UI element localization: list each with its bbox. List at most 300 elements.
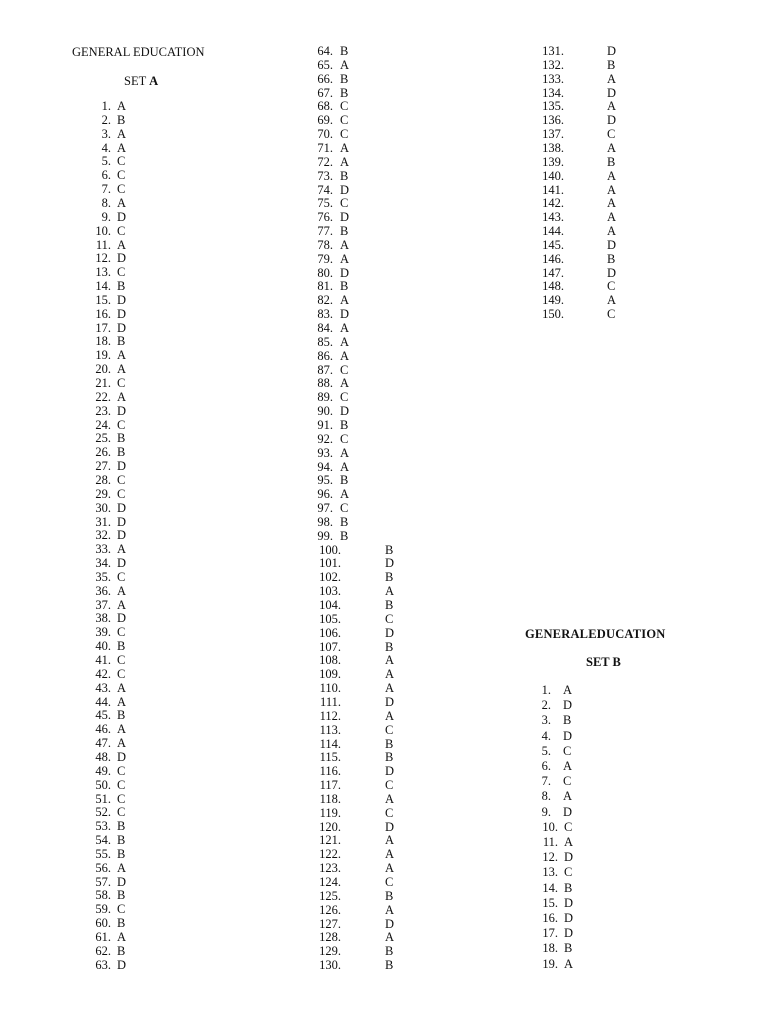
answer-letter: B [563,713,572,728]
set_a-answer-row [0,654,768,668]
answer-letter: A [340,487,350,502]
answer-letter: B [117,943,126,958]
question-number: 7. [541,774,551,789]
set_a-answer-row [0,544,768,558]
question-number: 83. [317,307,333,322]
answer-letter: C [563,774,572,789]
answer-letter: D [117,528,127,543]
question-number: 1. [541,683,551,697]
question-number: 79. [317,251,333,266]
set_a-answer-row [0,280,768,294]
answer-letter: B [564,941,573,956]
question-number: 12. [542,850,558,865]
answer-letter: B [340,514,349,529]
answer-letter: D [385,916,395,931]
answer-letter: C [117,666,126,681]
answer-letter: D [563,804,573,819]
question-number: 84. [317,321,333,335]
question-number: 81. [317,279,333,294]
answer-letter: A [385,708,395,723]
answer-letter: D [564,895,574,910]
answer-letter: A [117,140,127,155]
question-number: 109. [319,667,341,682]
question-number: 85. [317,334,333,349]
question-number: 149. [542,293,564,308]
answer-letter: A [564,835,574,849]
answer-letter: D [117,320,127,335]
question-number: 17. [542,926,558,941]
set_a-answer-row [0,447,768,461]
answer-letter: C [117,154,126,169]
answer-letter: A [117,126,127,141]
question-number: 29. [95,486,111,501]
question-number: 59. [95,902,111,917]
answer-letter: A [385,653,395,668]
question-number: 16. [542,911,558,925]
set_b-answer-row [0,866,768,880]
answer-letter: D [117,251,127,266]
question-number: 146. [542,251,564,266]
set_a-answer-row [0,128,768,142]
question-number: 30. [95,500,111,515]
answer-letter: D [607,237,617,252]
question-number: 129. [319,944,341,959]
set_a-answer-row [0,364,768,378]
answer-letter: D [564,926,574,941]
answer-letter: C [385,805,394,820]
answer-letter: B [385,750,394,765]
answer-letter: A [564,956,574,971]
answer-letter: B [340,44,349,58]
answer-letter: D [385,764,395,779]
question-number: 93. [317,445,333,460]
question-number: 119. [319,805,341,820]
question-number: 130. [319,958,341,973]
answer-letter: B [385,598,394,612]
question-number: 2. [541,698,551,713]
answer-letter: B [607,251,616,266]
answer-letter: C [340,390,349,405]
set_a-answer-row [0,613,768,627]
set_b-answer-row [0,821,768,835]
answer-letter: C [385,611,394,626]
question-number: 19. [542,956,558,971]
answer-letter: B [340,85,349,100]
question-number: 36. [95,583,111,598]
question-number: 12. [95,251,111,266]
set_a-answer-row [0,641,768,655]
question-number: 111. [320,694,341,709]
question-number: 48. [95,749,111,764]
answer-letter: B [340,279,349,294]
answer-letter: A [340,321,350,335]
answer-letter: C [117,182,126,197]
question-number: 106. [319,625,341,640]
question-number: 25. [95,431,111,446]
question-number: 148. [542,279,564,294]
question-number: 116. [319,764,341,779]
answer-letter: A [607,71,617,86]
answer-letter: D [564,911,574,925]
question-number: 55. [95,846,111,861]
answer-letter: B [117,846,126,861]
question-number: 74. [317,182,333,197]
answer-letter: A [340,154,350,169]
answer-letter: D [385,819,395,834]
answer-letter: C [340,501,349,516]
answer-letter: C [117,486,126,501]
answer-letter: C [117,223,126,238]
answer-letter: A [117,736,127,751]
question-number: 11. [95,237,111,252]
question-number: 137. [542,127,564,142]
set_a-answer-row [0,87,768,101]
answer-letter: A [340,251,350,266]
question-number: 58. [95,888,111,903]
answer-letter: B [340,417,349,432]
answer-letter: A [340,348,350,363]
answer-letter: B [117,445,126,460]
answer-letter: C [385,722,394,737]
answer-letter: A [117,583,127,598]
question-number: 24. [95,417,111,432]
answer-letter: B [117,708,126,723]
question-number: 65. [317,57,333,72]
answer-letter: D [385,625,395,640]
set_a-answer-row [0,294,768,308]
set_a-answer-row [0,350,768,364]
question-number: 124. [319,875,341,889]
set_b-answer-row [0,912,768,926]
question-number: 112. [319,708,341,723]
question-number: 46. [95,722,111,737]
question-number: 60. [95,916,111,931]
question-number: 27. [95,459,111,474]
answer-letter: D [340,210,350,225]
question-number: 76. [317,210,333,225]
question-number: 96. [317,487,333,502]
set_a-answer-row [0,211,768,225]
set_a-answer-row [0,184,768,198]
answer-letter: D [117,749,127,764]
answer-letter: C [117,168,126,183]
set_a-answer-row [0,405,768,419]
question-number: 17. [95,320,111,335]
question-number: 28. [95,472,111,487]
set_b-answer-row [0,897,768,911]
question-number: 42. [95,666,111,681]
question-number: 71. [317,140,333,155]
answer-letter: B [117,334,126,349]
answer-letter: A [563,759,573,773]
question-number: 122. [319,847,341,862]
question-number: 56. [95,860,111,875]
question-number: 69. [317,113,333,128]
answer-letter: D [117,556,127,571]
set_b-answer-row [0,730,768,744]
answer-letter: B [340,473,349,488]
question-number: 22. [95,389,111,404]
question-number: 135. [542,99,564,114]
question-number: 107. [319,639,341,654]
answer-letter: B [385,542,394,557]
question-number: 15. [542,895,558,910]
answer-letter: C [607,279,616,294]
question-number: 103. [319,584,341,599]
answer-letter: D [117,459,127,474]
question-number: 57. [95,874,111,889]
question-number: 64. [317,44,333,58]
answer-letter: B [117,639,126,654]
answer-letter: D [340,265,350,280]
set_b-answer-row [0,927,768,941]
question-number: 138. [542,140,564,155]
question-number: 92. [317,431,333,446]
question-number: 89. [317,390,333,405]
question-number: 104. [319,598,341,612]
question-number: 6. [101,168,111,183]
question-number: 4. [101,140,111,155]
set-b-heading: GENERALEDUCATION [525,627,666,641]
question-number: 73. [317,168,333,183]
question-number: 34. [95,556,111,571]
answer-letter: A [117,694,127,709]
question-number: 53. [95,819,111,834]
question-number: 150. [542,307,564,322]
set_a-answer-row [0,668,768,682]
set_b-answer-row [0,680,768,698]
set-a-heading: GENERAL EDUCATION [72,45,205,59]
question-number: 144. [542,224,564,239]
question-number: 18. [95,334,111,349]
question-number: 80. [317,265,333,280]
question-number: 44. [95,694,111,709]
answer-letter: D [117,209,127,224]
answer-letter: C [117,791,126,806]
question-number: 62. [95,943,111,958]
answer-letter: B [385,888,394,903]
set_a-answer-row [0,73,768,87]
question-number: 52. [95,805,111,820]
answer-letter: A [340,334,350,349]
answer-letter: A [340,376,350,391]
answer-letter: B [117,833,126,848]
set_a-answer-row [0,170,768,184]
question-number: 15. [95,292,111,307]
answer-letter: C [117,653,126,667]
set_a-answer-row [0,461,768,475]
question-number: 134. [542,85,564,100]
question-number: 3. [541,713,551,728]
answer-letter: A [385,833,395,848]
answer-letter: B [340,528,349,543]
question-number: 131. [542,44,564,58]
answer-letter: A [385,681,395,696]
question-number: 70. [317,127,333,142]
question-number: 1. [101,99,111,113]
question-number: 19. [95,348,111,363]
question-number: 26. [95,445,111,460]
set_a-answer-row [0,516,768,530]
question-number: 10. [95,223,111,238]
question-number: 43. [95,680,111,695]
set-a-label-letter: A [149,74,159,88]
set_a-answer-row [0,308,768,322]
question-number: 45. [95,708,111,723]
answer-letter: C [385,875,394,889]
answer-letter: B [117,279,126,294]
question-number: 86. [317,348,333,363]
question-number: 87. [317,362,333,377]
answer-letter: A [117,542,127,557]
question-number: 5. [101,154,111,169]
answer-letter: D [117,292,127,307]
set_b-answer-row [0,760,768,774]
set_b-answer-row [0,958,768,972]
answer-letter: D [117,611,127,626]
answer-letter: C [117,625,126,640]
question-number: 23. [95,403,111,418]
answer-letter: D [607,44,617,58]
answer-letter: A [117,860,127,875]
answer-letter: A [607,182,617,197]
set_b-answer-row [0,699,768,713]
answer-letter: A [117,348,127,363]
answer-letter: C [607,127,616,142]
set_a-answer-row [0,142,768,156]
answer-letter: B [340,224,349,239]
question-number: 5. [541,743,551,758]
question-number: 8. [101,195,111,210]
answer-letter: A [117,722,127,737]
answer-letter: B [385,958,394,973]
question-number: 67. [317,85,333,100]
set_b-answer-row [0,745,768,759]
question-number: 37. [95,597,111,612]
answer-letter: C [564,819,573,834]
question-number: 68. [317,99,333,114]
answer-letter: B [385,944,394,959]
question-number: 99. [317,528,333,543]
answer-letter: A [607,293,617,308]
question-number: 120. [319,819,341,834]
question-number: 145. [542,237,564,252]
set_a-answer-row [0,433,768,447]
question-number: 100. [319,542,341,557]
set_a-answer-row [0,225,768,239]
question-number: 147. [542,265,564,280]
question-number: 117. [319,778,341,793]
set_a-answer-row [0,530,768,544]
set_b-answer-row [0,806,768,820]
answer-letter: B [117,916,126,931]
answer-letter: A [340,459,350,474]
answer-letter: A [340,140,350,155]
question-number: 143. [542,210,564,225]
question-number: 38. [95,611,111,626]
answer-letter: A [340,57,350,72]
question-number: 18. [542,941,558,956]
question-number: 39. [95,625,111,640]
answer-letter: B [385,570,394,585]
set_b-answer-row [0,882,768,896]
set_b-answer-row [0,833,768,850]
set_a-answer-row [0,239,768,253]
answer-letter: D [117,514,127,529]
question-number: 11. [542,835,558,849]
answer-letter: B [607,154,616,169]
question-number: 127. [319,916,341,931]
question-number: 72. [317,154,333,169]
answer-letter: D [385,694,395,709]
set_b-answer-row [0,942,768,956]
answer-letter: B [117,819,126,834]
question-number: 4. [541,728,551,743]
answer-letter: A [607,224,617,239]
answer-letter: D [607,265,617,280]
answer-letter: C [117,777,126,792]
question-number: 6. [541,759,551,773]
answer-letter: C [340,113,349,128]
question-number: 47. [95,736,111,751]
answer-letter: D [117,403,127,418]
question-number: 8. [541,789,551,804]
question-number: 16. [95,306,111,321]
question-number: 97. [317,501,333,516]
question-number: 77. [317,224,333,239]
answer-letter: C [340,127,349,142]
answer-letter: A [117,237,127,252]
question-number: 90. [317,404,333,419]
question-number: 88. [317,376,333,391]
question-number: 14. [542,880,558,895]
set_b-answer-row [0,851,768,865]
answer-letter: C [117,763,126,778]
set_a-answer-row [0,59,768,73]
answer-letter: A [117,930,127,944]
set_a-answer-row [0,114,768,128]
answer-letter: D [564,850,574,865]
question-number: 7. [101,182,111,197]
answer-letter: D [563,698,573,713]
set_b-answer-row [0,714,768,728]
answer-letter: A [385,861,395,876]
question-number: 132. [542,57,564,72]
question-number: 14. [95,279,111,294]
set_a-answer-row [0,599,768,613]
set_b-answer-row [0,790,768,804]
answer-letter: C [564,865,573,880]
answer-letter: A [117,362,127,377]
set_a-answer-row [0,488,768,502]
answer-letter: C [340,362,349,377]
question-number: 108. [319,653,341,668]
question-number: 125. [319,888,341,903]
answer-letter: A [607,210,617,225]
question-number: 98. [317,514,333,529]
answer-letter: D [607,85,617,100]
answer-letter: A [340,445,350,460]
set_a-answer-row [0,571,768,585]
answer-letter: A [607,140,617,155]
answer-letter: A [117,99,127,113]
question-number: 142. [542,196,564,211]
answer-letter: C [117,265,126,280]
answer-letter: A [117,680,127,695]
question-number: 141. [542,182,564,197]
question-number: 75. [317,196,333,211]
answer-letter: D [563,728,573,743]
